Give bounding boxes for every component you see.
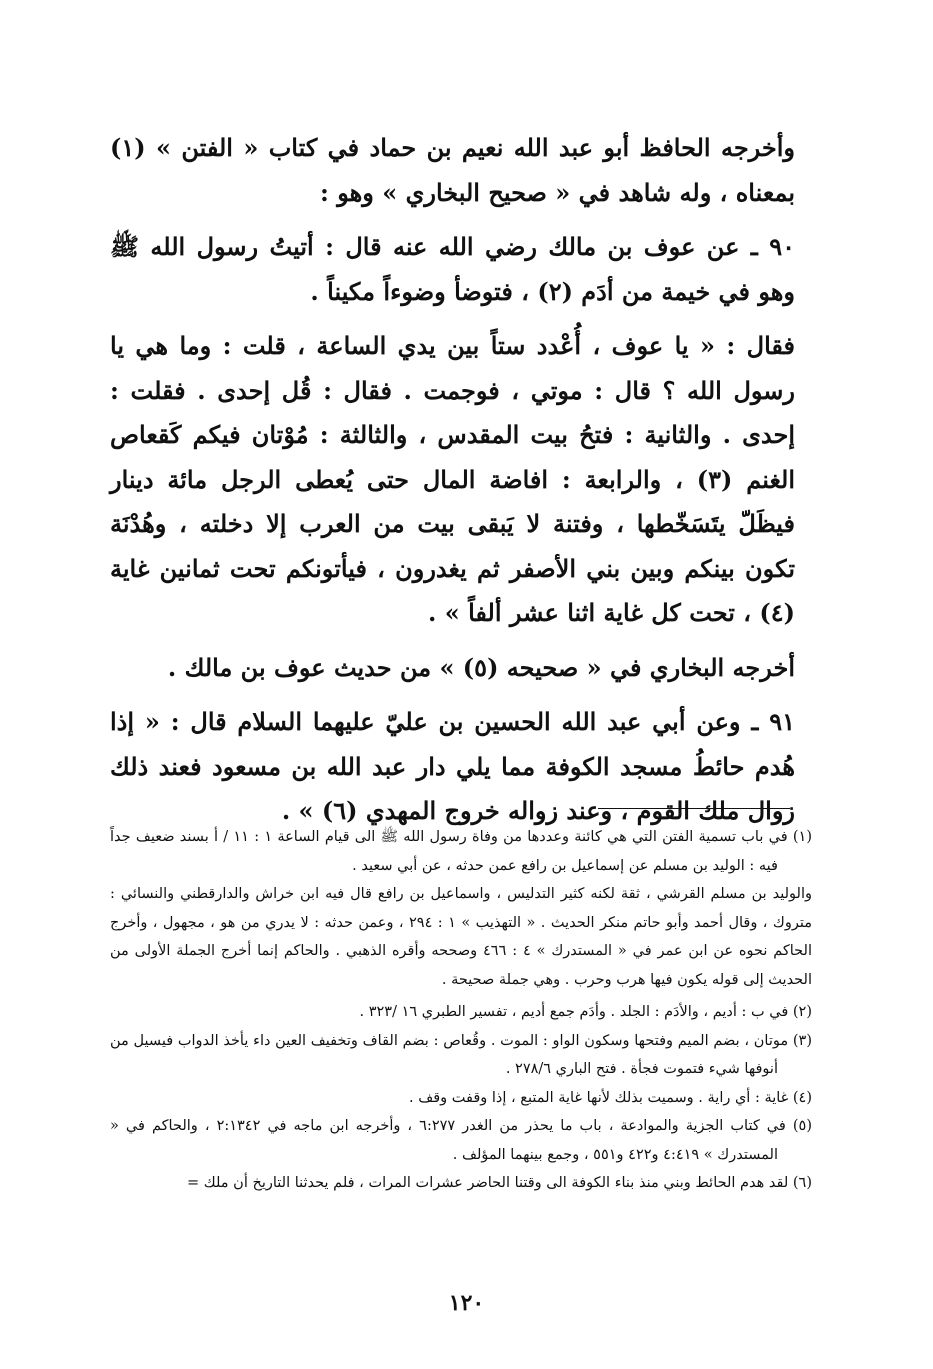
- paragraph-hadith-90-text: فقال : « يا عوف ، أُعْدد ستاً بين يدي الساعة ، قلت : وما هي يا رسول الله ؟ قال : موتي ، فوجمت . فقال : قُل إحدى . فقلت : إحدى . والثانية : فتحُ بيت المقدس ، والثالثة : مُوْتان فيكم كَقعاص الغنم (٣) ، والرابعة : افاضة المال حتى يُعطى الرجل مائة دينار فيظَلّ يتَسَخّطها ، وفتنة لا يَبقى بيت من العرب إلا دخلته ، وهُدْنَة تكون بينكم وبين بني الأصفر ثم يغدرون ، فيأتونكم تحت ثمانين غاية (٤) ، تحت كل غاية اثنا عشر ألفاً » .: [110, 331, 796, 627]
- paragraph-intro: وأخرجه الحافظ أبو عبد الله نعيم بن حماد في كتاب « الفتن » (١) بمعناه ، وله شاهد في « صحيح البخاري » وهو :: [110, 133, 795, 207]
- footnote-1-continued: والوليد بن مسلم القرشي ، ثقة لكنه كثير التدليس ، واسماعيل بن رافع قال فيه ابن خراش والدارقطني والنسائي : متروك ، وقال أحمد وأبو حاتم منكر الحديث . « التهذيب » ١ : ٢٩٤ ، وعمن حدثه : لا يدري من هو ، مجهول ، وأخرج الحاكم نحوه عن ابن عمر في « المستدرك » ٤ : ٤٦٦ وصححه وأقره الذهبي . والحاكم إنما أخرج الجملة الأولى من الحديث إلى قوله يكون فيها هرب وحرب . وهي جملة صحيحة .: [110, 886, 813, 988]
- footnote-6: (٦) لقد هدم الحائط وبني منذ بناء الكوفة الى وقتنا الحاضر عشرات المرات ، فلم يحدثنا التاريخ أن ملك =: [187, 1175, 812, 1191]
- page-number: ١٢٠: [448, 1290, 485, 1316]
- paragraph-hadith-91: ٩١ ـ وعن أبي عبد الله الحسين بن عليّ عليهما السلام قال : « إذا هُدم حائطُ مسجد الكوفة مما يلي دار عبد الله بن مسعود فعند ذلك زوال ملك القوم ، وعند زواله خروج المهدي (٦) » .: [110, 707, 795, 825]
- footnote-4: (٤) غاية : أي راية . وسميت بذلك لأنها غاية المتبع ، إذا وقفت وقف .: [409, 1089, 812, 1106]
- paragraph-bukhari-source: أخرجه البخاري في « صحيحه (٥) » من حديث عوف بن مالك .: [167, 652, 795, 682]
- footnotes: [110, 823, 812, 1198]
- footnote-5: (٥) في كتاب الجزية والموادعة ، باب ما يحذر من الغدر ٦:٢٧٧ ، وأخرجه ابن ماجه في ٢:١٣٤٢ ، والحاكم في « المستدرك » ٤:٤١٩ و٤٢٢ و٥٥١ ، وجمع بينهما المؤلف .: [110, 1118, 812, 1163]
- footnote-separator: [598, 808, 790, 809]
- footnote-3: (٣) موتان ، بضم الميم وفتحها وسكون الواو : الموت . وقُعاص : بضم القاف وتخفيف العين داء يأخذ الدواب فيسيل من أنوفها شيء فتموت فجأة . فتح الباري ٢٧٨/٦ .: [110, 1032, 812, 1077]
- footnote-2: (٢) في ب : أديم ، والأدَم : الجلد . وأدَم جمع أديم ، تفسير الطبري ١٦ /٣٢٣ .: [359, 1004, 812, 1020]
- main-text: [110, 126, 795, 834]
- footnote-1: (١) في باب تسمية الفتن التي هي كائنة وعددها من وفاة رسول الله ﷺ الى قيام الساعة ١ : ١١ / أ بسند ضعيف جداً فيه : الوليد بن مسلم عن إسماعيل بن رافع عمن حدثه ، عن أبي سعيد .: [110, 829, 812, 874]
- paragraph-hadith-90: ٩٠ ـ عن عوف بن مالك رضي الله عنه قال : أتيتُ رسول الله ﷺ وهو في خيمة من أدَم (٢) ، فتوضأ وضوءاً مكيناً .: [110, 232, 795, 306]
